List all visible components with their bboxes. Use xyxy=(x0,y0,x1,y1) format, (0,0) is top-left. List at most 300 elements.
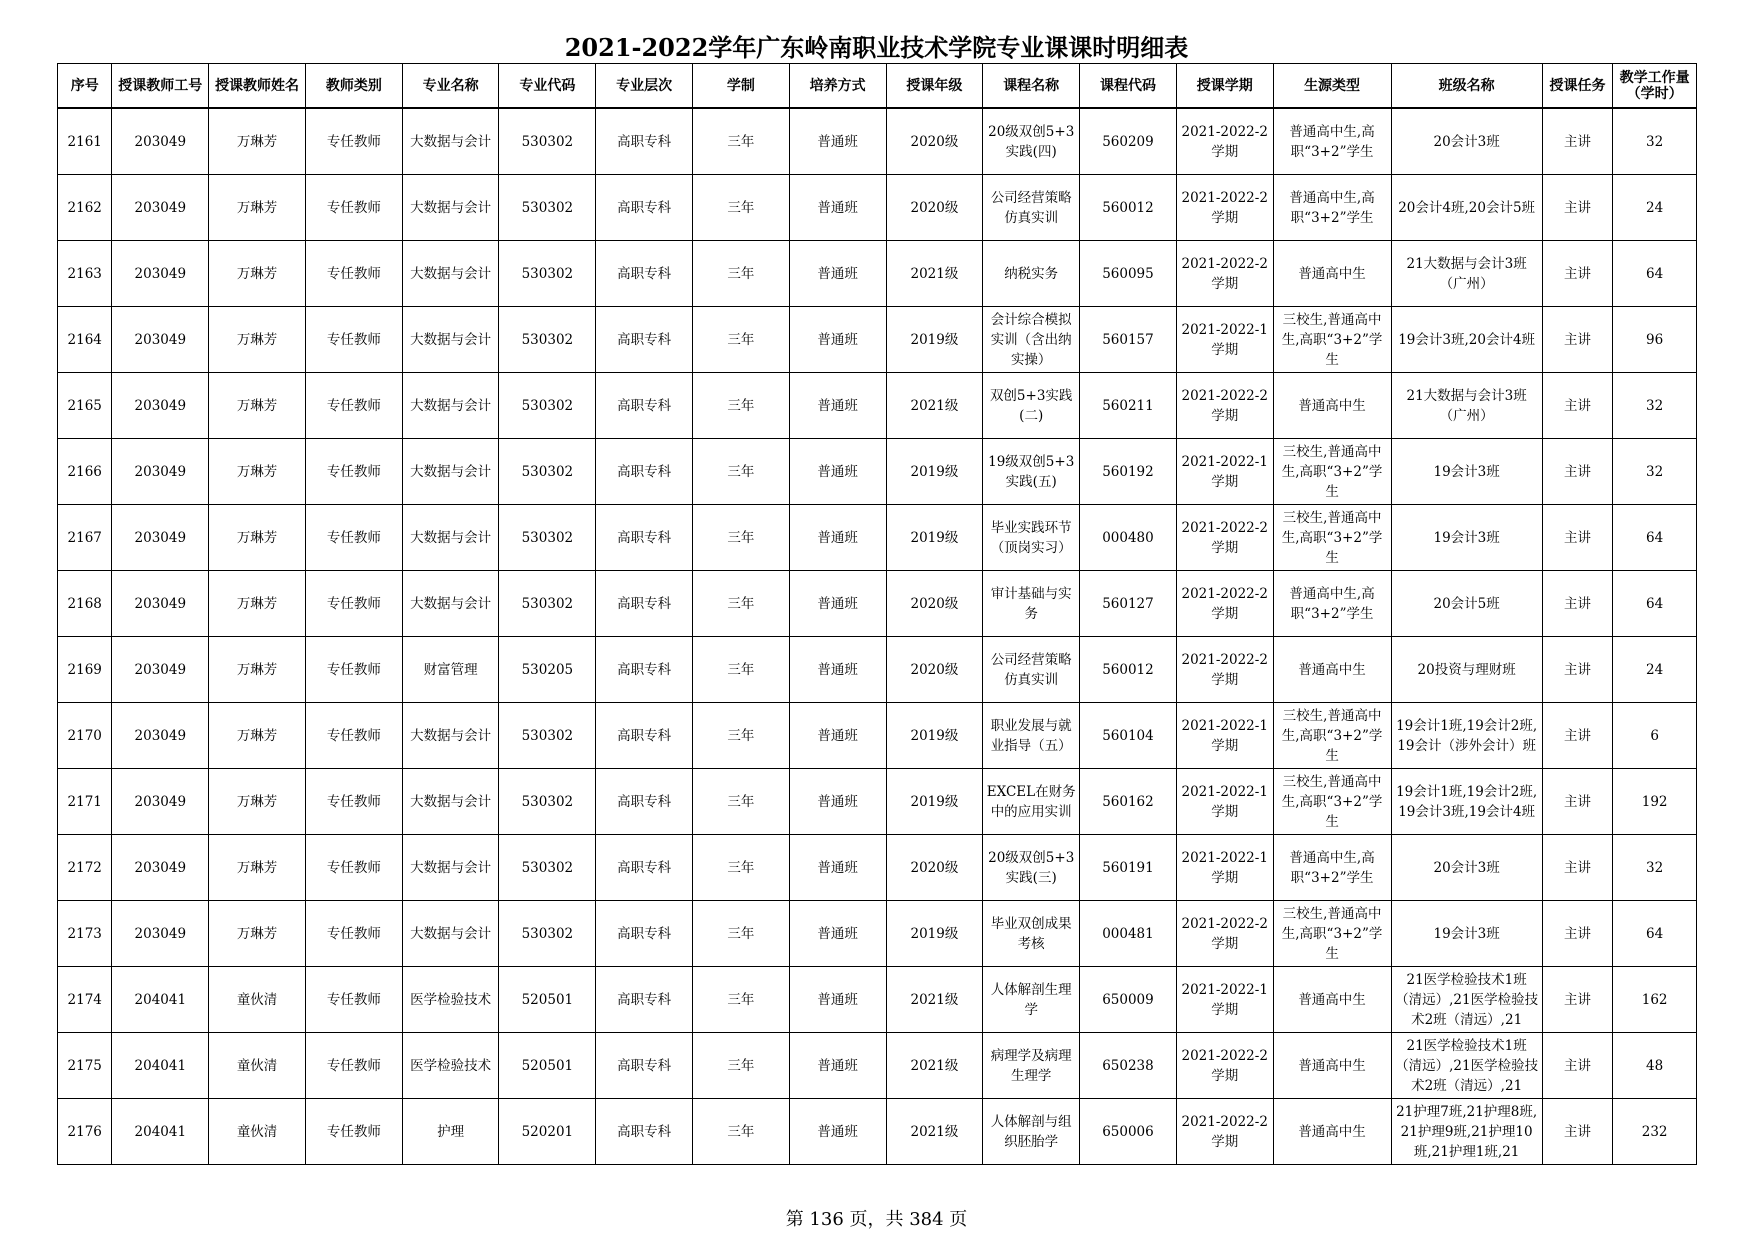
cell-text: 普通班 xyxy=(817,529,858,546)
table-cell xyxy=(596,373,693,439)
table-cell xyxy=(1613,637,1697,703)
cell-text: 203049 xyxy=(134,331,187,348)
table-cell xyxy=(886,571,983,637)
table-cell xyxy=(596,1033,693,1099)
column-header: 授课教师姓名 xyxy=(209,64,306,109)
cell-text: 普通班 xyxy=(817,727,858,744)
table-cell xyxy=(209,1033,306,1099)
table-cell xyxy=(596,571,693,637)
cell-text: 专任教师 xyxy=(326,1123,381,1140)
table-row xyxy=(58,241,1697,307)
table-cell xyxy=(1080,505,1177,571)
table-cell xyxy=(886,703,983,769)
table-cell xyxy=(1176,307,1273,373)
column-header: 生源类型 xyxy=(1273,64,1391,109)
table-row xyxy=(58,703,1697,769)
cell-text: 大数据与会计 xyxy=(410,463,492,480)
cell-text: 2021-2022-2学期 xyxy=(1181,255,1268,292)
cell-text: 204041 xyxy=(134,1123,187,1140)
cell-text: 530302 xyxy=(521,397,574,414)
table-cell xyxy=(1080,835,1177,901)
cell-text: 大数据与会计 xyxy=(410,133,492,150)
cell-text: 2021-2022-1学期 xyxy=(1181,783,1268,820)
table-cell xyxy=(1391,901,1542,967)
table-cell xyxy=(1176,901,1273,967)
cell-text: 2021级 xyxy=(910,1057,959,1074)
cell-text: 2021-2022-1学期 xyxy=(1181,321,1268,358)
cell-text: 高职专科 xyxy=(617,595,672,612)
cell-text: 主讲 xyxy=(1563,529,1591,546)
table-cell xyxy=(499,637,596,703)
cell-text: 专任教师 xyxy=(326,133,381,150)
cell-text: 三年 xyxy=(727,1123,755,1140)
table-cell xyxy=(1613,835,1697,901)
table-cell xyxy=(983,439,1080,505)
table-cell xyxy=(499,835,596,901)
cell-text: 650009 xyxy=(1102,991,1154,1008)
cell-text: 毕业双创成果考核 xyxy=(990,915,1072,952)
table-cell xyxy=(1273,241,1391,307)
table-cell xyxy=(886,241,983,307)
cell-text: 高职专科 xyxy=(617,727,672,744)
cell-text: 主讲 xyxy=(1563,1057,1591,1074)
table-row xyxy=(58,571,1697,637)
cell-text: EXCEL在财务中的应用实训 xyxy=(986,783,1076,820)
cell-text: 普通班 xyxy=(817,859,858,876)
cell-text: 普通班 xyxy=(817,595,858,612)
cell-text: 24 xyxy=(1646,661,1664,678)
cell-text: 530302 xyxy=(521,859,574,876)
cell-text: 专任教师 xyxy=(326,595,381,612)
cell-text: 三校生,普通高中生,高职“3+2”学生 xyxy=(1281,509,1383,566)
table-cell xyxy=(693,373,790,439)
cell-text: 2020级 xyxy=(910,199,959,216)
cell-text: 万琳芳 xyxy=(236,199,278,216)
table-cell xyxy=(1273,307,1391,373)
table-cell xyxy=(596,835,693,901)
cell-text: 21医学检验技术1班（清远）,21医学检验技术2班（清远）,21 xyxy=(1395,971,1539,1028)
cell-text: 大数据与会计 xyxy=(410,793,492,810)
table-cell xyxy=(499,373,596,439)
table-cell xyxy=(1613,571,1697,637)
table-cell xyxy=(209,373,306,439)
table-cell xyxy=(1391,571,1542,637)
table-cell xyxy=(499,1099,596,1165)
cell-text: 20级双创5+3实践(三) xyxy=(988,849,1075,886)
cell-text: 高职专科 xyxy=(617,1057,672,1074)
cell-text: 高职专科 xyxy=(617,529,672,546)
header-row xyxy=(58,64,1697,109)
table-cell xyxy=(789,835,886,901)
table-cell xyxy=(209,769,306,835)
table-cell xyxy=(983,571,1080,637)
table-cell xyxy=(1391,175,1542,241)
cell-text: 64 xyxy=(1646,265,1664,282)
table-cell xyxy=(58,1033,112,1099)
cell-text: 2021-2022-2学期 xyxy=(1181,123,1268,160)
column-header: 序号 xyxy=(58,64,112,109)
table-cell xyxy=(1080,241,1177,307)
table-cell xyxy=(1273,769,1391,835)
table-row xyxy=(58,307,1697,373)
cell-text: 32 xyxy=(1646,859,1664,876)
cell-text: 530302 xyxy=(521,925,574,942)
cell-text: 2166 xyxy=(67,463,102,480)
cell-text: 2020级 xyxy=(910,595,959,612)
table-cell xyxy=(402,505,499,571)
cell-text: 万琳芳 xyxy=(236,595,278,612)
cell-text: 2173 xyxy=(67,925,102,942)
cell-text: 医学检验技术 xyxy=(410,1057,492,1074)
cell-text: 2019级 xyxy=(910,463,959,480)
table-cell xyxy=(693,571,790,637)
cell-text: 21护理7班,21护理8班,21护理9班,21护理10班,21护理1班,21 xyxy=(1396,1103,1538,1160)
cell-text: 2021-2022-1学期 xyxy=(1181,849,1268,886)
table-cell xyxy=(112,637,209,703)
table-cell xyxy=(1273,835,1391,901)
cell-text: 203049 xyxy=(134,727,187,744)
cell-text: 530302 xyxy=(521,331,574,348)
cell-text: 560209 xyxy=(1102,133,1154,150)
page-footer: 第 136 页，共 384 页 xyxy=(785,1209,968,1230)
table-cell xyxy=(499,439,596,505)
cell-text: 2021级 xyxy=(910,1123,959,1140)
table-cell xyxy=(693,241,790,307)
table-cell xyxy=(596,1099,693,1165)
cell-text: 2172 xyxy=(67,859,102,876)
cell-text: 普通高中生,高职“3+2”学生 xyxy=(1289,849,1375,886)
cell-text: 普通高中生,高职“3+2”学生 xyxy=(1289,189,1375,226)
table-cell xyxy=(1273,505,1391,571)
table-cell xyxy=(112,307,209,373)
cell-text: 2019级 xyxy=(910,793,959,810)
cell-text: 203049 xyxy=(134,463,187,480)
cell-text: 普通高中生 xyxy=(1298,265,1366,282)
table-cell xyxy=(789,175,886,241)
table-cell xyxy=(112,1033,209,1099)
cell-text: 三年 xyxy=(727,265,755,282)
cell-text: 大数据与会计 xyxy=(410,265,492,282)
table-cell xyxy=(58,901,112,967)
table-cell xyxy=(596,769,693,835)
cell-text: 专任教师 xyxy=(326,265,381,282)
cell-text: 19会计3班 xyxy=(1433,529,1500,546)
cell-text: 高职专科 xyxy=(617,859,672,876)
column-header: 专业名称 xyxy=(402,64,499,109)
table-cell xyxy=(1273,108,1391,175)
table-cell xyxy=(58,967,112,1033)
table-cell xyxy=(305,175,402,241)
cell-text: 530205 xyxy=(521,661,574,678)
cell-text: 主讲 xyxy=(1563,727,1591,744)
cell-text: 203049 xyxy=(134,397,187,414)
cell-text: 高职专科 xyxy=(617,265,672,282)
cell-text: 560104 xyxy=(1102,727,1154,744)
table-cell xyxy=(305,901,402,967)
cell-text: 2021-2022-2学期 xyxy=(1181,585,1268,622)
table-cell xyxy=(693,769,790,835)
table-cell xyxy=(1542,307,1613,373)
table-cell xyxy=(499,307,596,373)
cell-text: 19会计3班,20会计4班 xyxy=(1398,331,1536,348)
table-cell xyxy=(596,307,693,373)
table-cell xyxy=(1542,901,1613,967)
cell-text: 主讲 xyxy=(1563,661,1591,678)
table-cell xyxy=(1542,373,1613,439)
cell-text: 2021级 xyxy=(910,397,959,414)
column-header: 课程名称 xyxy=(983,64,1080,109)
cell-text: 530302 xyxy=(521,529,574,546)
cell-text: 64 xyxy=(1646,595,1664,612)
table-cell xyxy=(1273,901,1391,967)
table-cell xyxy=(1542,175,1613,241)
cell-text: 主讲 xyxy=(1563,859,1591,876)
table-cell xyxy=(58,307,112,373)
cell-text: 主讲 xyxy=(1563,463,1591,480)
cell-text: 职业发展与就业指导（五） xyxy=(990,717,1072,754)
table-cell xyxy=(1176,373,1273,439)
table-cell xyxy=(789,1033,886,1099)
cell-text: 203049 xyxy=(134,199,187,216)
table-cell xyxy=(1613,703,1697,769)
table-cell xyxy=(499,1033,596,1099)
table-cell xyxy=(693,835,790,901)
table-cell xyxy=(1391,769,1542,835)
table-cell xyxy=(1542,637,1613,703)
table-cell xyxy=(983,1033,1080,1099)
table-cell xyxy=(1613,505,1697,571)
table-cell xyxy=(1391,637,1542,703)
cell-text: 203049 xyxy=(134,133,187,150)
cell-text: 普通班 xyxy=(817,1057,858,1074)
table-cell xyxy=(499,241,596,307)
table-cell xyxy=(886,769,983,835)
cell-text: 2175 xyxy=(67,1057,102,1074)
cell-text: 三年 xyxy=(727,199,755,216)
cell-text: 高职专科 xyxy=(617,199,672,216)
cell-text: 2176 xyxy=(67,1123,102,1140)
table-row xyxy=(58,439,1697,505)
table-cell xyxy=(886,1099,983,1165)
cell-text: 650238 xyxy=(1102,1057,1154,1074)
table-cell xyxy=(983,835,1080,901)
table-cell xyxy=(499,571,596,637)
table-cell xyxy=(886,637,983,703)
column-header: 班级名称 xyxy=(1391,64,1542,109)
cell-text: 万琳芳 xyxy=(236,463,278,480)
cell-text: 24 xyxy=(1646,199,1664,216)
cell-text: 2021-2022-2学期 xyxy=(1181,1113,1268,1150)
cell-text: 主讲 xyxy=(1563,331,1591,348)
cell-text: 520501 xyxy=(521,1057,574,1074)
table-cell xyxy=(983,637,1080,703)
table-cell xyxy=(1613,901,1697,967)
cell-text: 童伙清 xyxy=(236,991,278,1008)
table-cell xyxy=(499,108,596,175)
cell-text: 560162 xyxy=(1102,793,1154,810)
table-cell xyxy=(305,967,402,1033)
cell-text: 2021-2022-2学期 xyxy=(1181,651,1268,688)
table-cell xyxy=(1273,571,1391,637)
cell-text: 三校生,普通高中生,高职“3+2”学生 xyxy=(1281,707,1383,764)
table-cell xyxy=(112,967,209,1033)
cell-text: 203049 xyxy=(134,529,187,546)
cell-text: 高职专科 xyxy=(617,397,672,414)
table-cell xyxy=(402,835,499,901)
table-cell xyxy=(596,703,693,769)
cell-text: 主讲 xyxy=(1563,595,1591,612)
cell-text: 2163 xyxy=(67,265,102,282)
cell-text: 高职专科 xyxy=(617,793,672,810)
cell-text: 2168 xyxy=(67,595,102,612)
table-cell xyxy=(112,1099,209,1165)
table-cell xyxy=(789,439,886,505)
table-cell xyxy=(693,901,790,967)
table-cell xyxy=(209,439,306,505)
table-row xyxy=(58,505,1697,571)
table-cell xyxy=(305,637,402,703)
table-cell xyxy=(112,703,209,769)
table-cell xyxy=(58,835,112,901)
cell-text: 大数据与会计 xyxy=(410,199,492,216)
cell-text: 96 xyxy=(1646,331,1664,348)
cell-text: 2162 xyxy=(67,199,102,216)
table-cell xyxy=(789,241,886,307)
table-cell xyxy=(112,108,209,175)
table-cell xyxy=(209,703,306,769)
cell-text: 20会计5班 xyxy=(1433,595,1500,612)
table-cell xyxy=(209,307,306,373)
table-cell xyxy=(1613,967,1697,1033)
cell-text: 主讲 xyxy=(1563,925,1591,942)
cell-text: 20会计4班,20会计5班 xyxy=(1398,199,1536,216)
cell-text: 192 xyxy=(1641,793,1668,810)
table-cell xyxy=(1391,1033,1542,1099)
table-cell xyxy=(1391,1099,1542,1165)
table-cell xyxy=(1542,967,1613,1033)
table-cell xyxy=(305,1099,402,1165)
table-cell xyxy=(402,1099,499,1165)
column-header: 授课任务 xyxy=(1542,64,1613,109)
cell-text: 高职专科 xyxy=(617,463,672,480)
table-cell xyxy=(305,307,402,373)
table-cell xyxy=(789,571,886,637)
cell-text: 三校生,普通高中生,高职“3+2”学生 xyxy=(1281,311,1383,368)
cell-text: 三年 xyxy=(727,661,755,678)
cell-text: 护理 xyxy=(437,1123,465,1140)
cell-text: 主讲 xyxy=(1563,265,1591,282)
cell-text: 2167 xyxy=(67,529,102,546)
table-cell xyxy=(1080,1099,1177,1165)
cell-text: 560157 xyxy=(1102,331,1154,348)
cell-text: 专任教师 xyxy=(326,463,381,480)
cell-text: 高职专科 xyxy=(617,331,672,348)
cell-text: 普通班 xyxy=(817,463,858,480)
table-cell xyxy=(1273,373,1391,439)
table-cell xyxy=(402,571,499,637)
cell-text: 2020级 xyxy=(910,133,959,150)
table-row xyxy=(58,1099,1697,1165)
table-cell xyxy=(983,1099,1080,1165)
cell-text: 2164 xyxy=(67,331,102,348)
cell-text: 高职专科 xyxy=(617,925,672,942)
cell-text: 64 xyxy=(1646,529,1664,546)
table-cell xyxy=(1613,373,1697,439)
cell-text: 主讲 xyxy=(1563,793,1591,810)
table-cell xyxy=(1391,307,1542,373)
table-cell xyxy=(1613,108,1697,175)
table-cell xyxy=(1080,967,1177,1033)
cell-text: 普通班 xyxy=(817,1123,858,1140)
cell-text: 普通班 xyxy=(817,661,858,678)
cell-text: 32 xyxy=(1646,463,1664,480)
cell-text: 高职专科 xyxy=(617,661,672,678)
table-cell xyxy=(1176,769,1273,835)
cell-text: 三年 xyxy=(727,991,755,1008)
cell-text: 20会计3班 xyxy=(1433,859,1500,876)
cell-text: 530302 xyxy=(521,265,574,282)
table-cell xyxy=(693,1033,790,1099)
table-cell xyxy=(112,175,209,241)
cell-text: 204041 xyxy=(134,1057,187,1074)
table-cell xyxy=(789,901,886,967)
table-cell xyxy=(58,505,112,571)
cell-text: 主讲 xyxy=(1563,1123,1591,1140)
table-cell xyxy=(1391,967,1542,1033)
cell-text: 医学检验技术 xyxy=(410,991,492,1008)
cell-text: 童伙清 xyxy=(236,1057,278,1074)
cell-text: 普通高中生 xyxy=(1298,1123,1366,1140)
cell-text: 20级双创5+3实践(四) xyxy=(988,123,1075,160)
table-cell xyxy=(596,901,693,967)
table-cell xyxy=(112,439,209,505)
table-cell xyxy=(1080,1033,1177,1099)
table-cell xyxy=(789,967,886,1033)
table-cell xyxy=(1542,1099,1613,1165)
cell-text: 2020级 xyxy=(910,859,959,876)
cell-text: 专任教师 xyxy=(326,661,381,678)
cell-text: 19级双创5+3实践(五) xyxy=(988,453,1075,490)
cell-text: 530302 xyxy=(521,727,574,744)
cell-text: 2021-2022-1学期 xyxy=(1181,981,1268,1018)
table-cell xyxy=(402,703,499,769)
table-cell xyxy=(596,637,693,703)
cell-text: 203049 xyxy=(134,793,187,810)
table-cell xyxy=(1080,769,1177,835)
table-cell xyxy=(402,1033,499,1099)
table-cell xyxy=(112,505,209,571)
cell-text: 32 xyxy=(1646,133,1664,150)
table-cell xyxy=(1176,505,1273,571)
table-cell xyxy=(596,439,693,505)
table-cell xyxy=(789,307,886,373)
cell-text: 162 xyxy=(1641,991,1668,1008)
table-cell xyxy=(1613,1099,1697,1165)
table-cell xyxy=(402,901,499,967)
cell-text: 高职专科 xyxy=(617,133,672,150)
table-cell xyxy=(209,967,306,1033)
table-cell xyxy=(886,901,983,967)
table-cell xyxy=(1176,108,1273,175)
table-cell xyxy=(886,1033,983,1099)
cell-text: 2170 xyxy=(67,727,102,744)
table-cell xyxy=(209,637,306,703)
cell-text: 高职专科 xyxy=(617,991,672,1008)
table-cell xyxy=(58,108,112,175)
cell-text: 普通班 xyxy=(817,199,858,216)
table-cell xyxy=(305,835,402,901)
table-cell xyxy=(402,637,499,703)
